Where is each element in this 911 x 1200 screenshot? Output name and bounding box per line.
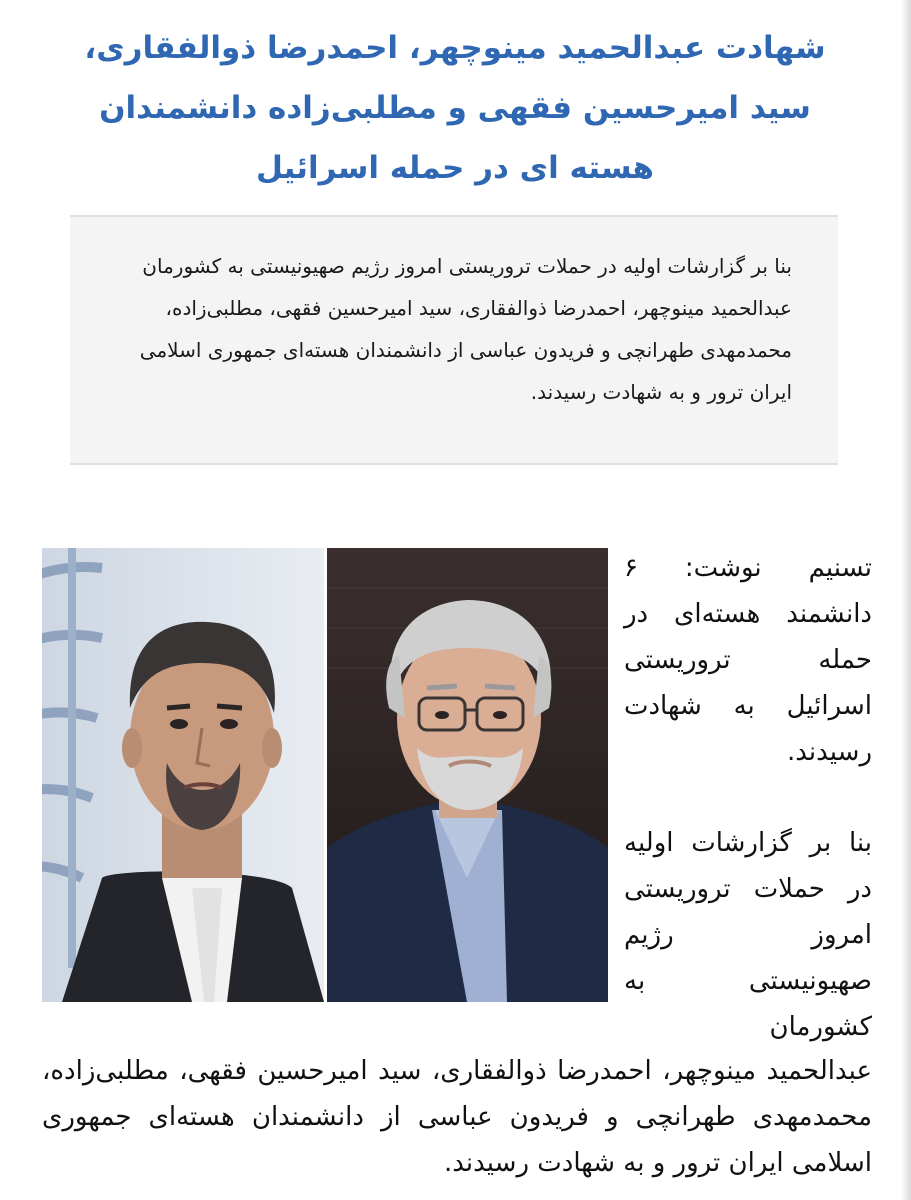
summary-text: بنا بر گزارشات اولیه در حملات تروریستی امروز رژیم صهیونیستی به کشورمان عبدالحمید مینوچهر، احمدرضا ذوالفقاری، سید امیرحسین فقهی، مطلبی‌زاده، محمدمهدی طهرانچی و فریدون عباسی از دانشمندان هسته‌ای جمهوری اسلامی ایران ترور و به شهادت رسیدند. xyxy=(139,254,792,404)
portrait-left-illustration xyxy=(42,548,324,1002)
portrait-right-illustration xyxy=(327,548,608,1002)
body-paragraph-continuation: عبدالحمید مینوچهر، احمدرضا ذوالفقاری، سید امیرحسین فقهی، مطلبی‌زاده، محمدمهدی طهرانچی و فریدون عباسی از دانشمندان هسته‌ای جمهوری اسلامی ایران ترور و به شهادت رسیدند. xyxy=(42,1056,872,1178)
portrait-photo-left xyxy=(42,548,324,1002)
summary-box xyxy=(70,215,838,465)
lead-paragraph: تسنیم نوشت: ۶ دانشمند هسته‌ای در حمله تروریستی اسرائیل به شهادت رسیدند. xyxy=(624,553,872,767)
page-edge-shadow xyxy=(901,0,911,1200)
article-title: شهادت عبدالحمید مینوچهر، احمدرضا ذوالفقاری، سید امیرحسین فقهی و مطلبی‌زاده دانشمندان هسته ای در حمله اسرائیل xyxy=(84,30,826,186)
body-paragraph-start: بنا بر گزارشات اولیه در حملات تروریستی امروز رژیم صهیونیستی به کشورمان xyxy=(624,828,872,1042)
portrait-photo-right xyxy=(327,548,608,1002)
